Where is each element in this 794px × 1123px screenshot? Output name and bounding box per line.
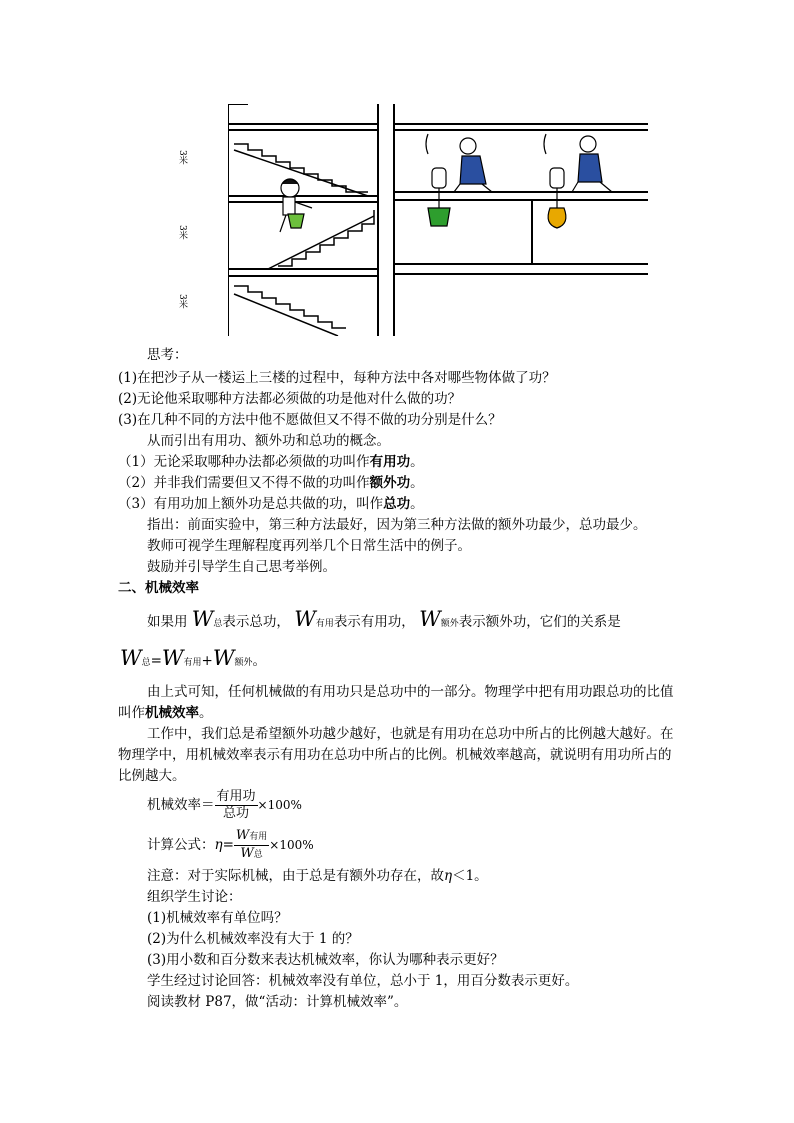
calc-label: 计算公式： bbox=[147, 837, 215, 853]
reading-assignment: 阅读教材 P87，做“活动：计算机械效率”。 bbox=[147, 994, 408, 1010]
sub-useful: 有用 bbox=[249, 832, 268, 842]
section-heading-efficiency: 二、机械效率 bbox=[118, 580, 199, 596]
staircase-pulley-illustration bbox=[228, 104, 648, 336]
fraction-numerator: 有用功 bbox=[216, 789, 256, 804]
question-2: (2)无论他采取哪种方法都必须做的功是他对什么做的功？ bbox=[118, 391, 462, 407]
W-symbol: W bbox=[120, 646, 142, 670]
encourage-note: 鼓励并引导学生自己思考举例。 bbox=[147, 559, 336, 575]
term-total-work: 总功 bbox=[383, 496, 411, 512]
symbol-definition-line bbox=[147, 605, 621, 638]
discussion-question-2: (2)为什么机械效率没有大于 1 的？ bbox=[147, 931, 359, 947]
eta-symbol: η bbox=[214, 837, 223, 853]
def-1-end: 。 bbox=[410, 454, 424, 470]
question-1: (1)在把沙子从一楼运上三楼的过程中，每种方法中各对哪些物体做了功？ bbox=[118, 370, 556, 386]
efficiency-fraction bbox=[215, 789, 258, 822]
student-answer: 学生经过讨论回答：机械效率没有单位，总小于 1，用百分数表示更好。 bbox=[147, 973, 579, 989]
work-paragraph-line-1: 工作中，我们总是希望额外功越少越好，也就是有用功在总功中所占的比例越大越好。在 bbox=[147, 726, 674, 742]
efficiency-definition-formula bbox=[147, 786, 302, 824]
def-2-text: （2）并非我们需要但又不得不做的功叫作 bbox=[118, 475, 370, 491]
note-line bbox=[147, 866, 488, 886]
definition-useful-work bbox=[118, 452, 424, 472]
calc-denominator bbox=[234, 846, 269, 863]
work-paragraph-line-2: 物理学中，用机械效率表示有用功在总功中所占的比例。机械效率越高，就说明有用功所占的 bbox=[118, 747, 672, 763]
W-symbol: W bbox=[294, 607, 316, 631]
discussion-heading: 组织学生讨论： bbox=[147, 889, 242, 905]
means-useful: 表示有用功， bbox=[333, 614, 415, 630]
calc-numerator bbox=[234, 828, 269, 846]
equation-end: 。 bbox=[252, 653, 266, 669]
def-3-end: 。 bbox=[410, 496, 424, 512]
discussion-question-1: (1)机械效率有单位吗？ bbox=[147, 910, 288, 926]
staircases bbox=[234, 144, 374, 336]
work-relation-equation bbox=[120, 644, 266, 677]
definition-total-work bbox=[118, 494, 424, 514]
floor-height-label-1: 3米 bbox=[177, 150, 187, 165]
def-1-text: （1）无论采取哪种办法都必须做的功叫作 bbox=[118, 454, 370, 470]
W-symbol: W bbox=[191, 607, 214, 631]
floor-height-label-2: 3米 bbox=[177, 225, 187, 240]
W-symbol: W bbox=[212, 646, 235, 670]
eta-symbol: η bbox=[444, 868, 453, 884]
concept-lead: 从而引出有用功、额外功和总功的概念。 bbox=[147, 433, 390, 449]
plus-sign: + bbox=[201, 653, 213, 669]
fraction-denominator: 总功 bbox=[223, 806, 250, 821]
floor-height-label-3: 3米 bbox=[177, 294, 187, 309]
definition-extra-work bbox=[118, 473, 424, 493]
sub-extra: 额外 bbox=[440, 619, 459, 629]
equals-sign: = bbox=[150, 653, 162, 669]
W-symbol: W bbox=[419, 607, 441, 631]
term-extra-work: 额外功 bbox=[369, 475, 411, 491]
teacher-note: 教师可视学生理解程度再列举几个日常生活中的例子。 bbox=[147, 538, 471, 554]
sub-total: 总 bbox=[141, 658, 151, 668]
note-less-than-one: ＜1。 bbox=[452, 868, 488, 884]
def-3-text: （3）有用功加上额外功是总共做的功，叫作 bbox=[118, 496, 384, 512]
term-mechanical-efficiency: 机械效率 bbox=[145, 705, 199, 721]
equals: = bbox=[222, 837, 234, 853]
work-paragraph-line-3: 比例越大。 bbox=[118, 768, 186, 784]
efficiency-label: 机械效率＝ bbox=[147, 797, 215, 813]
question-3: (3)在几种不同的方法中他不愿做但又不得不做的功分别是什么？ bbox=[118, 412, 502, 428]
pulley-gold-bag bbox=[544, 134, 612, 228]
ratio-end: 。 bbox=[199, 705, 213, 721]
pulley-green-bucket bbox=[426, 134, 492, 226]
times-100-percent: ×100% bbox=[257, 798, 302, 812]
means-total: 表示总功， bbox=[222, 614, 290, 630]
W-symbol: W bbox=[240, 846, 254, 861]
sub-extra: 额外 bbox=[234, 658, 253, 668]
times-100-percent: ×100% bbox=[269, 838, 314, 852]
if-use: 如果用 bbox=[147, 614, 188, 630]
term-useful-work: 有用功 bbox=[369, 454, 411, 470]
sub-useful: 有用 bbox=[315, 619, 334, 629]
calc-fraction bbox=[234, 828, 269, 863]
W-symbol: W bbox=[161, 646, 184, 670]
ratio-paragraph-line-2 bbox=[118, 703, 213, 723]
note-text: 注意：对于实际机械，由于总是有额外功存在，故 bbox=[147, 868, 444, 884]
calculation-formula bbox=[147, 826, 314, 864]
sub-useful: 有用 bbox=[183, 658, 202, 668]
point-out: 指出：前面实验中，第三种方法最好，因为第三种方法做的额外功最少，总功最少。 bbox=[147, 517, 647, 533]
ratio-pre: 叫作 bbox=[118, 705, 145, 721]
think-heading: 思考： bbox=[147, 347, 188, 363]
sub-total: 总 bbox=[253, 850, 263, 860]
discussion-question-3: (3)用小数和百分数来表达机械效率，你认为哪种表示更好？ bbox=[147, 952, 504, 968]
W-symbol: W bbox=[235, 828, 250, 843]
sub-total: 总 bbox=[213, 619, 223, 629]
def-2-end: 。 bbox=[410, 475, 424, 491]
means-extra: 表示额外功，它们的关系是 bbox=[458, 614, 621, 630]
ratio-paragraph-line-1: 由上式可知，任何机械做的有用功只是总功中的一部分。物理学中把有用功跟总功的比值 bbox=[147, 684, 674, 700]
girl-carrying-bucket bbox=[280, 179, 312, 232]
